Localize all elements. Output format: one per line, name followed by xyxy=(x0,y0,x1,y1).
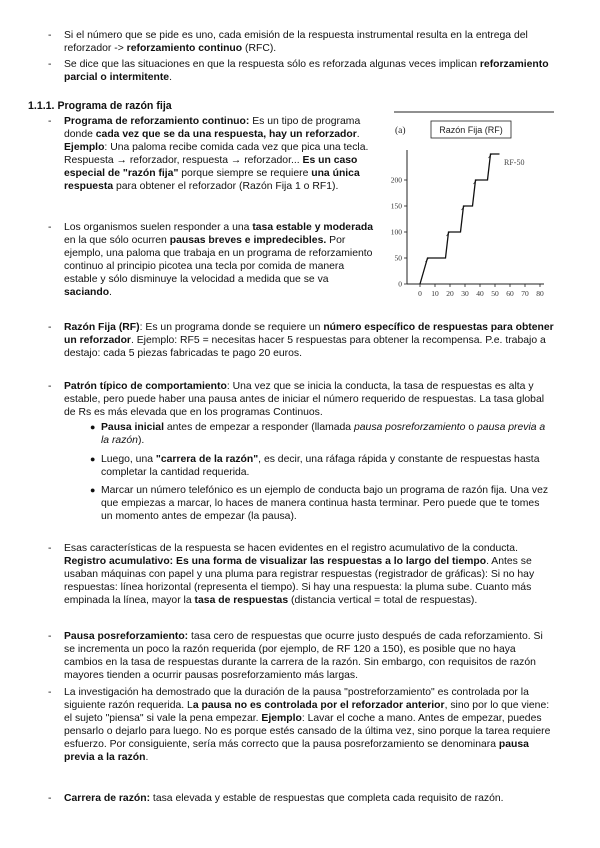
bullet-dash: - xyxy=(48,631,52,642)
section-title: 1.1.1. Programa de razón fija xyxy=(28,100,172,112)
bullet-dash: - xyxy=(48,30,52,41)
x-tick-label: 40 xyxy=(476,289,484,298)
series-line-rf50 xyxy=(420,154,500,284)
x-tick-label: 80 xyxy=(536,289,544,298)
cumulative-record-chart xyxy=(384,108,560,308)
y-tick-label: 200 xyxy=(390,175,402,185)
bullet-dot: ● xyxy=(90,422,96,432)
paragraph-patron-tipico: Patrón típico de comportamiento: Una vez que se inicia la conducta, la tasa de respuestas es alta y estable, pero puede haber una pausa antes de iniciar el número requerido de respuestas. La tasa global de Rs es más elevada que en los programas Continuos. xyxy=(64,381,545,419)
bullet-dash: - xyxy=(48,116,52,127)
paragraph-razon-fija: Razón Fija (RF): Es un programa donde se requiere un número específico de respuestas para obtener un reforzador. Ejemplo: RF5 = necesitas hacer 5 respuestas para obtener la recompensa. P.e. trabajo a destajo: cada 5 piezas fabricadas te pago 20 euros. xyxy=(64,322,554,360)
bullet-dash: - xyxy=(48,543,52,554)
sub-paragraph-telefono: Marcar un número telefónico es un ejemplo de conducta bajo un programa de razón fija. Una vez que empiezas a marcar, lo haces de manera continua hasta terminar. Pero puede que te tomes un momento antes de empezar (la pausa). xyxy=(101,485,549,523)
x-tick-label: 70 xyxy=(521,289,529,298)
paragraph-carrera-razon: Carrera de razón: tasa elevada y estable de respuestas que completa cada requisito de razón. xyxy=(64,793,504,804)
paragraph-reforzamiento-continuo: Programa de reforzamiento continuo: Es un tipo de programa donde cada vez que se da una respuesta, hay un reforzador. Ejemplo: Una paloma recibe comida cada vez que pica una tecla. Respuesta → reforzador, respuesta → reforzador... Es un caso especial de "razón fija" porque siempre se requiere una única respuesta para obtener el reforzador (Razón Fija 1 o RF1). xyxy=(64,116,369,193)
bullet-dash: - xyxy=(48,222,52,233)
paragraph-registro-acumulativo: Esas características de la respuesta se hacen evidentes en el registro acumulativo de la conducta. Registro acumulativo: Es una forma de visualizar las respuestas a lo largo del tiempo. Antes se usaban máquinas con papel y una pluma para registrar respuestas (registrador de gráficas): Si no hay respuestas: línea horizontal (representa el tiempo). Si hay una respuesta: la pluma sube. Cuanto más empinada la línea, mayor la tasa de respuestas (distancia vertical = total de respuestas). xyxy=(64,543,535,607)
chart-panel-label: (a) xyxy=(395,126,406,136)
paragraph-rfc: Si el número que se pide es uno, cada emisión de la respuesta instrumental resulta en la entrega del reforzador -> reforzamiento continuo (RFC). xyxy=(64,30,528,55)
bullet-dot: ● xyxy=(90,454,96,464)
bullet-dash: - xyxy=(48,59,52,70)
x-tick-label: 20 xyxy=(446,289,454,298)
x-tick-label: 0 xyxy=(418,289,422,298)
sub-paragraph-carrera: Luego, una "carrera de la razón", es decir, una ráfaga rápida y constante de respuestas hasta completar la cantidad requerida. xyxy=(101,454,540,479)
y-tick-label: 50 xyxy=(394,253,402,263)
y-tick-label: 100 xyxy=(390,227,402,237)
bullet-dash: - xyxy=(48,381,52,392)
chart-title: Razón Fija (RF) xyxy=(439,125,503,135)
paragraph-intermitente: Se dice que las situaciones en que la respuesta sólo es reforzada algunas veces implican reforzamiento parcial o intermitente. xyxy=(64,59,549,84)
paragraph-pausa-posreforzamiento: Pausa posreforzamiento: tasa cero de respuestas que ocurre justo después de cada reforzamiento. Si se incrementa un poco la razón requerida (por ejemplo, de RF 120 a 150), es posible que no haya cambios en la tasa de respuestas durante la carrera de la razón. Sin embargo, con requisitos de razón mayores tienden a ocurrir pausas posreforzamiento más largas. xyxy=(64,631,543,682)
x-tick-label: 10 xyxy=(431,289,439,298)
bullet-dash: - xyxy=(48,793,52,804)
bullet-dash: - xyxy=(48,322,52,333)
paragraph-investigacion: La investigación ha demostrado que la duración de la pausa "postreforzamiento" es controlada por la siguiente razón requerida. La pausa no es controlada por el reforzador anterior, sino por lo que viene: el sujeto "piensa" si vale la pena empezar. Ejemplo: Lavar el coche a mano. Antes de empezar, puedes pensarlo o dejarlo para luego. No es porque estés cansado de la última vez, sino porque la tarea requiere esfuerzo. Por consiguiente, sería más correcto que la pausa posreforzamiento se denominara pausa previa a la razón. xyxy=(64,687,551,764)
x-tick-label: 60 xyxy=(506,289,514,298)
sub-paragraph-pausa-inicial: Pausa inicial antes de empezar a responder (llamada pausa posreforzamiento o pausa previa a la razón). xyxy=(101,422,546,447)
chart-annotation: RF-50 xyxy=(504,158,525,167)
paragraph-tasa-estable: Los organismos suelen responder a una tasa estable y moderada en la que sólo ocurren pausas breves e impredecibles. Por ejemplo, una paloma que trabaja en un programa de reforzamiento continuo al principio picotea una tecla por comida de manera estable y sólo disminuye la velocidad a medida que se va saciando. xyxy=(64,222,374,299)
bullet-dash: - xyxy=(48,687,52,698)
bullet-dot: ● xyxy=(90,485,96,495)
y-tick-label: 150 xyxy=(390,201,402,211)
x-tick-label: 30 xyxy=(461,289,469,298)
x-tick-label: 50 xyxy=(491,289,499,298)
y-tick-label: 0 xyxy=(398,279,402,289)
